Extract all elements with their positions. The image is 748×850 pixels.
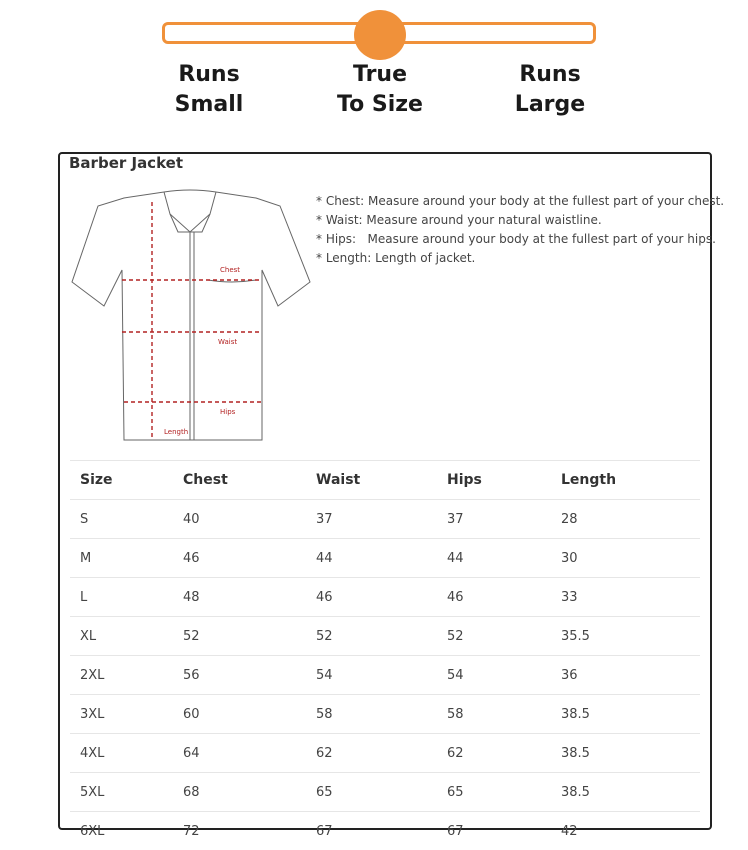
fit-scale-knob: [354, 10, 406, 60]
cell-chest: 46: [173, 539, 306, 578]
cell-length: 38.5: [551, 695, 700, 734]
cell-hips: 58: [437, 695, 551, 734]
diagram-label-length: Length: [164, 428, 188, 436]
col-header-length: Length: [551, 461, 700, 500]
col-header-hips: Hips: [437, 461, 551, 500]
table-row: [70, 578, 700, 617]
cell-length: 38.5: [551, 734, 700, 773]
cell-waist: 62: [306, 734, 437, 773]
diagram-label-hips: Hips: [220, 408, 236, 416]
cell-hips: 44: [437, 539, 551, 578]
cell-length: 42: [551, 812, 700, 850]
table-row: [70, 539, 700, 578]
cell-hips: 54: [437, 656, 551, 695]
cell-size: L: [70, 578, 173, 617]
cell-length: 35.5: [551, 617, 700, 656]
table-row: [70, 812, 700, 850]
cell-size: 3XL: [70, 695, 173, 734]
cell-chest: 56: [173, 656, 306, 695]
size-chart-card: [58, 152, 712, 830]
cell-hips: 62: [437, 734, 551, 773]
cell-chest: 48: [173, 578, 306, 617]
cell-hips: 46: [437, 578, 551, 617]
cell-size: 2XL: [70, 656, 173, 695]
cell-chest: 68: [173, 773, 306, 812]
cell-length: 30: [551, 539, 700, 578]
note-waist: * Waist: Measure around your natural waistline.: [316, 211, 724, 230]
diagram-label-chest: Chest: [220, 266, 240, 274]
table-row: [70, 500, 700, 539]
fit-label-true-to-size: True To Size: [310, 60, 450, 120]
note-length: * Length: Length of jacket.: [316, 249, 724, 268]
size-table: [70, 460, 700, 850]
cell-chest: 72: [173, 812, 306, 850]
cell-size: S: [70, 500, 173, 539]
col-header-size: Size: [70, 461, 173, 500]
table-row: [70, 734, 700, 773]
cell-size: 4XL: [70, 734, 173, 773]
cell-size: XL: [70, 617, 173, 656]
size-table-header: [70, 461, 700, 500]
fit-label-runs-small: Runs Small: [139, 60, 279, 120]
cell-length: 28: [551, 500, 700, 539]
cell-size: 5XL: [70, 773, 173, 812]
chart-title: Barber Jacket: [69, 154, 183, 172]
cell-hips: 67: [437, 812, 551, 850]
cell-waist: 65: [306, 773, 437, 812]
cell-chest: 60: [173, 695, 306, 734]
cell-waist: 54: [306, 656, 437, 695]
diagram-label-waist: Waist: [218, 338, 237, 346]
cell-waist: 44: [306, 539, 437, 578]
cell-waist: 46: [306, 578, 437, 617]
measurement-notes: [316, 192, 724, 268]
table-row: [70, 695, 700, 734]
cell-chest: 64: [173, 734, 306, 773]
cell-waist: 58: [306, 695, 437, 734]
cell-length: 33: [551, 578, 700, 617]
cell-waist: 52: [306, 617, 437, 656]
table-row: [70, 773, 700, 812]
note-hips: * Hips: Measure around your body at the fullest part of your hips.: [316, 230, 724, 249]
table-row: [70, 617, 700, 656]
cell-waist: 67: [306, 812, 437, 850]
fit-label-runs-large: Runs Large: [480, 60, 620, 120]
cell-size: 6XL: [70, 812, 173, 850]
cell-chest: 52: [173, 617, 306, 656]
cell-hips: 52: [437, 617, 551, 656]
note-chest: * Chest: Measure around your body at the fullest part of your chest.: [316, 192, 724, 211]
cell-hips: 37: [437, 500, 551, 539]
cell-chest: 40: [173, 500, 306, 539]
cell-hips: 65: [437, 773, 551, 812]
col-header-waist: Waist: [306, 461, 437, 500]
cell-size: M: [70, 539, 173, 578]
table-row: [70, 656, 700, 695]
col-header-chest: Chest: [173, 461, 306, 500]
cell-length: 38.5: [551, 773, 700, 812]
jacket-diagram-icon: [66, 184, 316, 446]
cell-length: 36: [551, 656, 700, 695]
cell-waist: 37: [306, 500, 437, 539]
